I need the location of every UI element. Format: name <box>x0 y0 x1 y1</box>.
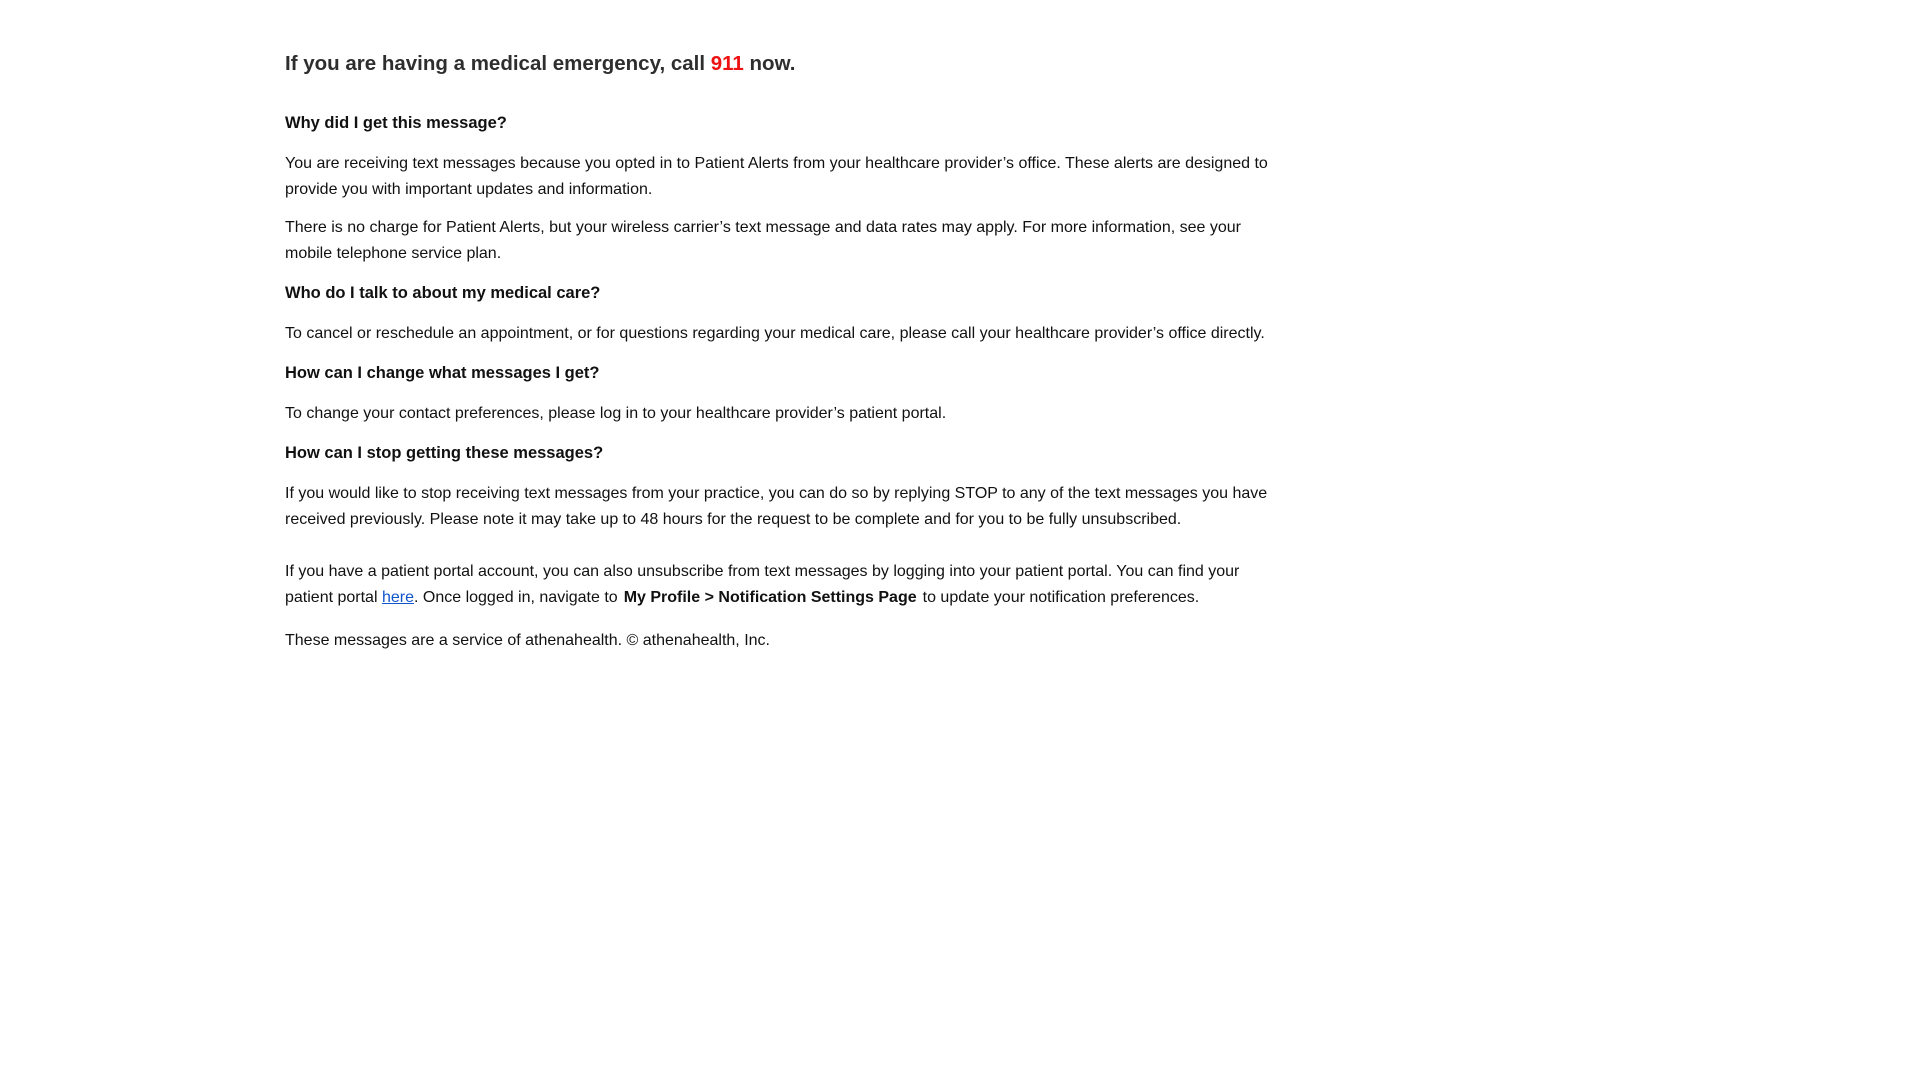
footer-service-text: These messages are a service of athenahealth. © athenahealth, Inc. <box>285 632 770 649</box>
content-column <box>285 0 1290 654</box>
patient-portal-here-link[interactable]: here <box>381 589 414 606</box>
faq-answer: To cancel or reschedule an appointment, or for questions regarding your medical care, please call your healthcare provider’s office directly. <box>285 325 1265 342</box>
faq-answer: If you would like to stop receiving text messages from your practice, you can do so by replying STOP to any of the text messages you have received previously. Please note it may take up to 48 hours for the request to be complete and for you to be fully unsubscribed. <box>285 485 1268 528</box>
faq-question: How can I change what messages I get? <box>285 364 600 382</box>
faq-question: Who do I talk to about my medical care? <box>285 284 601 302</box>
emergency-text-before: If you are having a medical emergency, call <box>285 52 711 75</box>
emergency-text-after: now. <box>743 52 796 75</box>
faq-section-change-messages <box>285 361 1290 427</box>
emergency-number-911: 911 <box>710 52 744 75</box>
faq-answer: You are receiving text messages because you opted in to Patient Alerts from your healthcare provider’s office. These alerts are designed to provide you with important updates and information. <box>285 155 1268 198</box>
portal-unsubscribe-paragraph <box>285 559 1290 611</box>
faq-section-why-message <box>285 111 1290 267</box>
notification-settings-path: My Profile > Notification Settings Page <box>623 589 917 606</box>
emergency-banner <box>285 50 1290 78</box>
faq-answer: There is no charge for Patient Alerts, but your wireless carrier’s text message and data rates may apply. For more information, see your mobile telephone service plan. <box>285 219 1241 262</box>
faq-question: Why did I get this message? <box>285 114 507 132</box>
faq-question: How can I stop getting these messages? <box>285 444 604 462</box>
portal-text-after-link: . Once logged in, navigate to <box>413 589 618 606</box>
faq-section-medical-care <box>285 281 1290 347</box>
portal-text-after-bold: to update your notification preferences. <box>922 589 1200 606</box>
portal-text-before-link: If you have a patient portal account, you can also unsubscribe from text messages by logging into your patient portal. You can find your patient portal <box>285 563 1240 606</box>
faq-section-stop-messages <box>285 441 1290 533</box>
faq-answer: To change your contact preferences, please log in to your healthcare provider’s patient portal. <box>285 405 947 422</box>
